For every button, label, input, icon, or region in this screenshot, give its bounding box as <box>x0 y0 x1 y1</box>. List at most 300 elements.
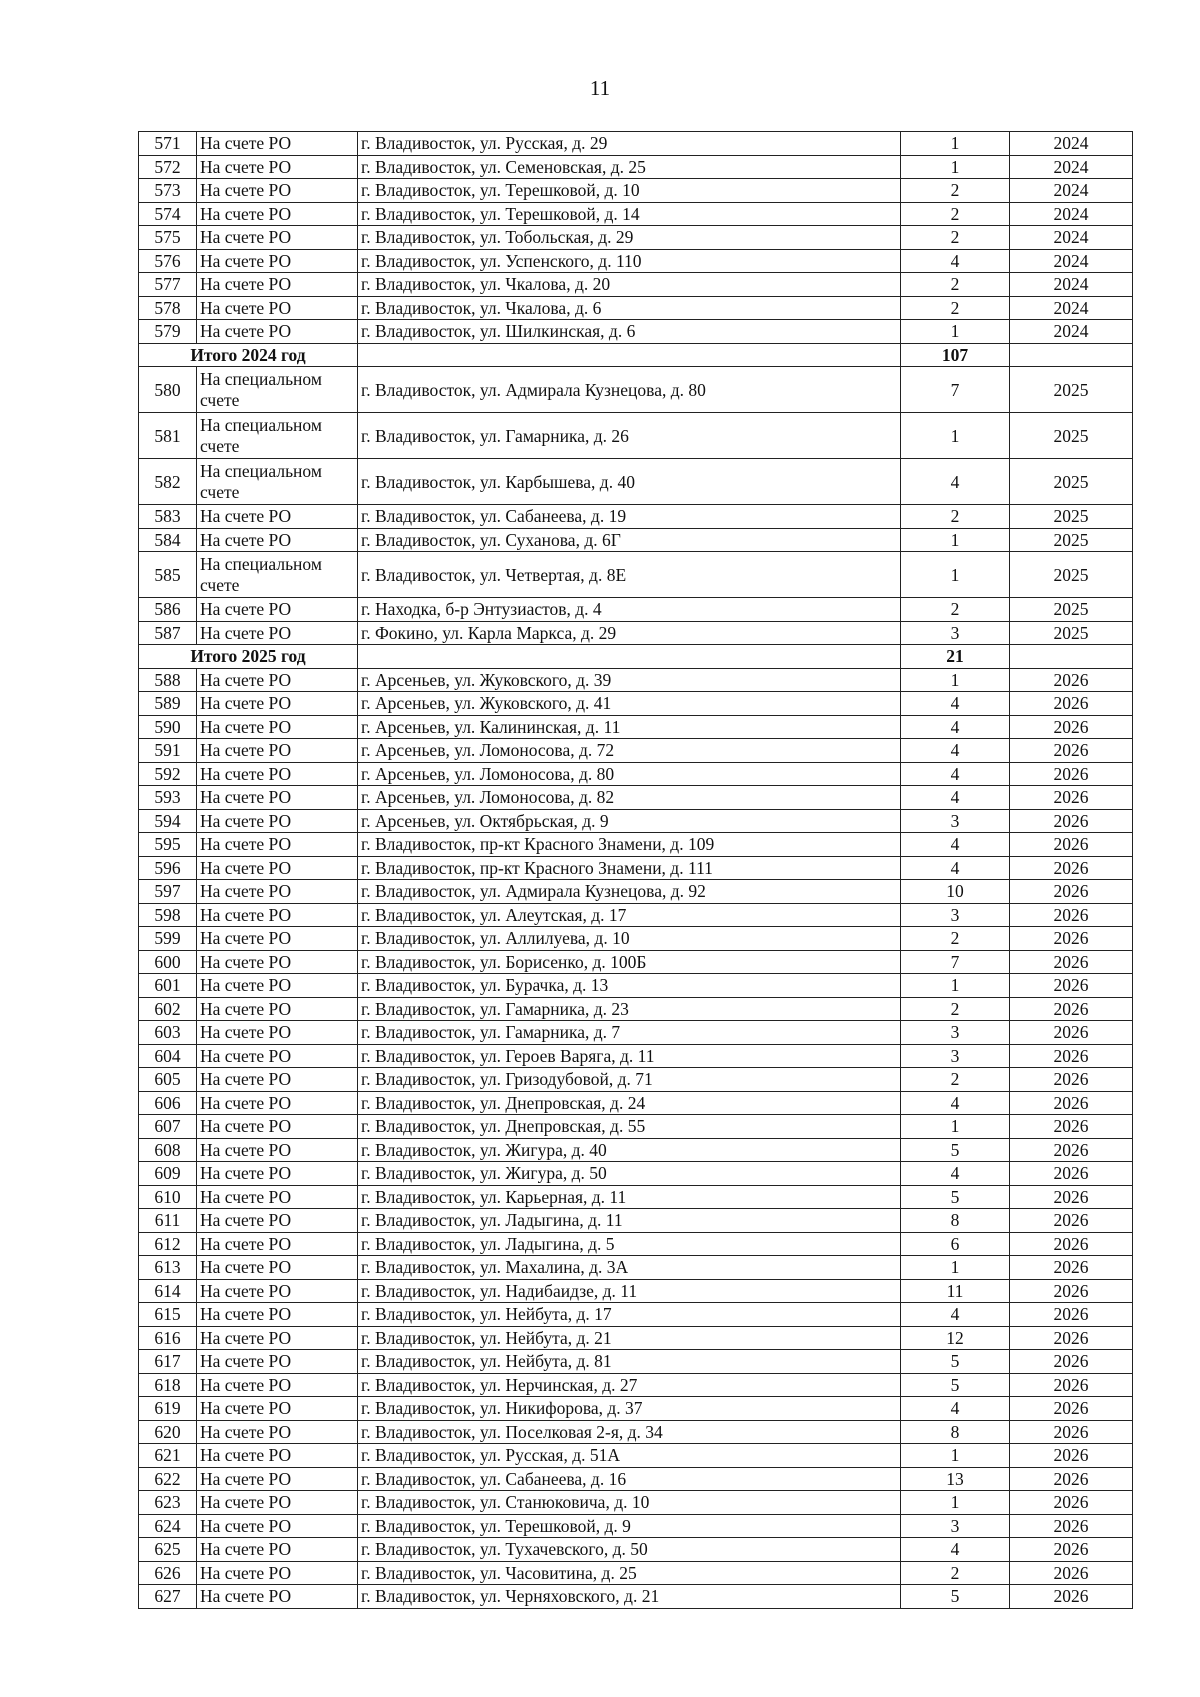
table-row <box>139 1585 1133 1609</box>
address: г. Владивосток, ул. Русская, д. 51А <box>358 1444 901 1468</box>
count: 4 <box>901 1091 1010 1115</box>
table-row <box>139 598 1133 622</box>
total-label: Итого 2024 год <box>139 343 358 367</box>
year: 2024 <box>1010 179 1133 203</box>
total-empty-cell <box>1010 645 1133 669</box>
count: 4 <box>901 459 1010 505</box>
address: г. Находка, б-р Энтузиастов, д. 4 <box>358 598 901 622</box>
account-type: На счете РО <box>197 1091 358 1115</box>
table-row <box>139 1185 1133 1209</box>
address: г. Арсеньев, ул. Ломоносова, д. 82 <box>358 786 901 810</box>
count: 4 <box>901 1538 1010 1562</box>
year: 2026 <box>1010 1444 1133 1468</box>
account-type: На счете РО <box>197 833 358 857</box>
account-type: На счете РО <box>197 1538 358 1562</box>
row-number: 572 <box>139 155 197 179</box>
account-type: На счете РО <box>197 1467 358 1491</box>
count: 4 <box>901 1162 1010 1186</box>
row-number: 610 <box>139 1185 197 1209</box>
account-type: На счете РО <box>197 226 358 250</box>
table-row <box>139 715 1133 739</box>
address: г. Владивосток, ул. Нейбута, д. 21 <box>358 1326 901 1350</box>
address: г. Владивосток, ул. Днепровская, д. 55 <box>358 1115 901 1139</box>
address: г. Владивосток, ул. Нерчинская, д. 27 <box>358 1373 901 1397</box>
account-type: На счете РО <box>197 1044 358 1068</box>
account-type: На счете РО <box>197 1561 358 1585</box>
row-number: 607 <box>139 1115 197 1139</box>
account-type: На счете РО <box>197 880 358 904</box>
row-number: 573 <box>139 179 197 203</box>
count: 6 <box>901 1232 1010 1256</box>
count: 5 <box>901 1350 1010 1374</box>
address: г. Владивосток, ул. Нейбута, д. 81 <box>358 1350 901 1374</box>
count: 4 <box>901 1303 1010 1327</box>
row-number: 621 <box>139 1444 197 1468</box>
year: 2024 <box>1010 226 1133 250</box>
year: 2026 <box>1010 833 1133 857</box>
count: 7 <box>901 367 1010 413</box>
account-type: На счете РО <box>197 1514 358 1538</box>
year: 2025 <box>1010 459 1133 505</box>
account-type: На счете РО <box>197 1162 358 1186</box>
row-number: 614 <box>139 1279 197 1303</box>
year: 2024 <box>1010 155 1133 179</box>
table-row <box>139 1279 1133 1303</box>
account-type: На счете РО <box>197 528 358 552</box>
count: 2 <box>901 202 1010 226</box>
table-row <box>139 1467 1133 1491</box>
address: г. Владивосток, ул. Чкалова, д. 6 <box>358 296 901 320</box>
count: 1 <box>901 974 1010 998</box>
table-row <box>139 528 1133 552</box>
year: 2026 <box>1010 1091 1133 1115</box>
table-row <box>139 621 1133 645</box>
row-number: 574 <box>139 202 197 226</box>
account-type: На счете РО <box>197 1068 358 1092</box>
address: г. Владивосток, ул. Нейбута, д. 17 <box>358 1303 901 1327</box>
table-row <box>139 786 1133 810</box>
table-row <box>139 1420 1133 1444</box>
address: г. Владивосток, ул. Тобольская, д. 29 <box>358 226 901 250</box>
table-row <box>139 1232 1133 1256</box>
address: г. Владивосток, ул. Черняховского, д. 21 <box>358 1585 901 1609</box>
row-number: 599 <box>139 927 197 951</box>
count: 4 <box>901 833 1010 857</box>
count: 10 <box>901 880 1010 904</box>
year: 2025 <box>1010 413 1133 459</box>
address: г. Владивосток, ул. Никифорова, д. 37 <box>358 1397 901 1421</box>
account-type: На счете РО <box>197 1326 358 1350</box>
address: г. Владивосток, пр-кт Красного Знамени, д. 109 <box>358 833 901 857</box>
year: 2026 <box>1010 1279 1133 1303</box>
table-row <box>139 1514 1133 1538</box>
row-number: 619 <box>139 1397 197 1421</box>
count: 8 <box>901 1420 1010 1444</box>
account-type: На счете РО <box>197 1209 358 1233</box>
account-type: На счете РО <box>197 1585 358 1609</box>
row-number: 582 <box>139 459 197 505</box>
count: 2 <box>901 273 1010 297</box>
account-type: На счете РО <box>197 786 358 810</box>
address: г. Владивосток, ул. Терешковой, д. 10 <box>358 179 901 203</box>
address: г. Владивосток, ул. Днепровская, д. 24 <box>358 1091 901 1115</box>
address: г. Владивосток, ул. Сабанеева, д. 19 <box>358 505 901 529</box>
count: 1 <box>901 528 1010 552</box>
account-type: На счете РО <box>197 715 358 739</box>
year: 2026 <box>1010 974 1133 998</box>
address: г. Владивосток, ул. Гризодубовой, д. 71 <box>358 1068 901 1092</box>
row-number: 627 <box>139 1585 197 1609</box>
table-row <box>139 1091 1133 1115</box>
year: 2026 <box>1010 1491 1133 1515</box>
row-number: 615 <box>139 1303 197 1327</box>
total-empty-cell <box>1010 343 1133 367</box>
year: 2026 <box>1010 1162 1133 1186</box>
account-type: На счете РО <box>197 202 358 226</box>
year: 2024 <box>1010 132 1133 156</box>
year: 2026 <box>1010 1185 1133 1209</box>
account-type: На специальном счете <box>197 413 358 459</box>
account-type: На счете РО <box>197 132 358 156</box>
account-type: На счете РО <box>197 598 358 622</box>
table-row <box>139 692 1133 716</box>
count: 2 <box>901 598 1010 622</box>
year: 2026 <box>1010 1232 1133 1256</box>
table-row <box>139 202 1133 226</box>
row-number: 613 <box>139 1256 197 1280</box>
account-type: На счете РО <box>197 1444 358 1468</box>
table-row <box>139 367 1133 413</box>
account-type: На счете РО <box>197 1397 358 1421</box>
count: 2 <box>901 927 1010 951</box>
account-type: На счете РО <box>197 1021 358 1045</box>
row-number: 600 <box>139 950 197 974</box>
row-number: 612 <box>139 1232 197 1256</box>
table-row <box>139 296 1133 320</box>
table-row <box>139 1444 1133 1468</box>
account-type: На счете РО <box>197 1491 358 1515</box>
address: г. Арсеньев, ул. Ломоносова, д. 80 <box>358 762 901 786</box>
row-number: 587 <box>139 621 197 645</box>
row-number: 571 <box>139 132 197 156</box>
row-number: 580 <box>139 367 197 413</box>
row-number: 597 <box>139 880 197 904</box>
account-type: На счете РО <box>197 296 358 320</box>
count: 5 <box>901 1585 1010 1609</box>
address: г. Владивосток, пр-кт Красного Знамени, д. 111 <box>358 856 901 880</box>
count: 2 <box>901 179 1010 203</box>
year: 2026 <box>1010 1068 1133 1092</box>
account-type: На счете РО <box>197 1138 358 1162</box>
row-number: 605 <box>139 1068 197 1092</box>
year: 2026 <box>1010 1138 1133 1162</box>
year: 2025 <box>1010 621 1133 645</box>
count: 4 <box>901 692 1010 716</box>
table-row <box>139 1303 1133 1327</box>
row-number: 596 <box>139 856 197 880</box>
count: 4 <box>901 715 1010 739</box>
total-empty-cell <box>358 645 901 669</box>
row-number: 617 <box>139 1350 197 1374</box>
table-row <box>139 1538 1133 1562</box>
address: г. Владивосток, ул. Жигура, д. 50 <box>358 1162 901 1186</box>
count: 3 <box>901 1514 1010 1538</box>
table-row <box>139 668 1133 692</box>
row-number: 604 <box>139 1044 197 1068</box>
year: 2026 <box>1010 1397 1133 1421</box>
row-number: 584 <box>139 528 197 552</box>
year: 2025 <box>1010 367 1133 413</box>
total-count: 21 <box>901 645 1010 669</box>
count: 5 <box>901 1185 1010 1209</box>
address: г. Владивосток, ул. Успенского, д. 110 <box>358 249 901 273</box>
total-empty-cell <box>358 343 901 367</box>
address: г. Владивосток, ул. Героев Варяга, д. 11 <box>358 1044 901 1068</box>
address: г. Фокино, ул. Карла Маркса, д. 29 <box>358 621 901 645</box>
year: 2026 <box>1010 692 1133 716</box>
address: г. Владивосток, ул. Станюковича, д. 10 <box>358 1491 901 1515</box>
account-type: На счете РО <box>197 1185 358 1209</box>
row-number: 586 <box>139 598 197 622</box>
row-number: 625 <box>139 1538 197 1562</box>
account-type: На счете РО <box>197 927 358 951</box>
total-count: 107 <box>901 343 1010 367</box>
count: 2 <box>901 997 1010 1021</box>
account-type: На счете РО <box>197 1232 358 1256</box>
address: г. Арсеньев, ул. Ломоносова, д. 72 <box>358 739 901 763</box>
row-number: 589 <box>139 692 197 716</box>
count: 1 <box>901 1444 1010 1468</box>
table-row <box>139 1115 1133 1139</box>
account-type: На счете РО <box>197 155 358 179</box>
year: 2024 <box>1010 320 1133 344</box>
table-row <box>139 1138 1133 1162</box>
year: 2024 <box>1010 202 1133 226</box>
account-type: На счете РО <box>197 668 358 692</box>
address: г. Владивосток, ул. Суханова, д. 6Г <box>358 528 901 552</box>
account-type: На счете РО <box>197 320 358 344</box>
address: г. Владивосток, ул. Четвертая, д. 8Е <box>358 552 901 598</box>
year: 2024 <box>1010 296 1133 320</box>
account-type: На счете РО <box>197 1256 358 1280</box>
count: 4 <box>901 786 1010 810</box>
address: г. Владивосток, ул. Ладыгина, д. 5 <box>358 1232 901 1256</box>
table-row <box>139 179 1133 203</box>
row-number: 624 <box>139 1514 197 1538</box>
count: 1 <box>901 668 1010 692</box>
table-row <box>139 132 1133 156</box>
address: г. Владивосток, ул. Бурачка, д. 13 <box>358 974 901 998</box>
year: 2026 <box>1010 668 1133 692</box>
row-number: 623 <box>139 1491 197 1515</box>
objects-table <box>138 131 1133 1609</box>
count: 4 <box>901 856 1010 880</box>
count: 4 <box>901 1397 1010 1421</box>
row-number: 626 <box>139 1561 197 1585</box>
table-row <box>139 739 1133 763</box>
count: 1 <box>901 320 1010 344</box>
account-type: На счете РО <box>197 974 358 998</box>
address: г. Владивосток, ул. Гамарника, д. 26 <box>358 413 901 459</box>
row-number: 608 <box>139 1138 197 1162</box>
year-total-row <box>139 343 1133 367</box>
account-type: На счете РО <box>197 950 358 974</box>
address: г. Владивосток, ул. Семеновская, д. 25 <box>358 155 901 179</box>
table-row <box>139 413 1133 459</box>
address: г. Владивосток, ул. Адмирала Кузнецова, д. 92 <box>358 880 901 904</box>
table-row <box>139 1021 1133 1045</box>
year: 2026 <box>1010 880 1133 904</box>
count: 3 <box>901 621 1010 645</box>
year: 2026 <box>1010 856 1133 880</box>
year: 2026 <box>1010 927 1133 951</box>
account-type: На счете РО <box>197 1115 358 1139</box>
count: 2 <box>901 296 1010 320</box>
year: 2026 <box>1010 1373 1133 1397</box>
count: 5 <box>901 1373 1010 1397</box>
row-number: 611 <box>139 1209 197 1233</box>
account-type: На специальном счете <box>197 459 358 505</box>
table-row <box>139 1068 1133 1092</box>
year: 2026 <box>1010 1303 1133 1327</box>
page-number: 11 <box>589 76 611 100</box>
address: г. Владивосток, ул. Сабанеева, д. 16 <box>358 1467 901 1491</box>
table-row <box>139 1373 1133 1397</box>
year: 2025 <box>1010 528 1133 552</box>
table-row <box>139 809 1133 833</box>
row-number: 595 <box>139 833 197 857</box>
account-type: На счете РО <box>197 692 358 716</box>
year: 2026 <box>1010 1514 1133 1538</box>
row-number: 601 <box>139 974 197 998</box>
total-label: Итого 2025 год <box>139 645 358 669</box>
account-type: На счете РО <box>197 1420 358 1444</box>
count: 3 <box>901 1044 1010 1068</box>
account-type: На счете РО <box>197 505 358 529</box>
table-row <box>139 226 1133 250</box>
account-type: На счете РО <box>197 1350 358 1374</box>
address: г. Владивосток, ул. Гамарника, д. 7 <box>358 1021 901 1045</box>
table-row <box>139 1397 1133 1421</box>
year: 2024 <box>1010 249 1133 273</box>
row-number: 585 <box>139 552 197 598</box>
address: г. Владивосток, ул. Гамарника, д. 23 <box>358 997 901 1021</box>
year: 2026 <box>1010 809 1133 833</box>
row-number: 579 <box>139 320 197 344</box>
address: г. Арсеньев, ул. Калининская, д. 11 <box>358 715 901 739</box>
address: г. Арсеньев, ул. Жуковского, д. 41 <box>358 692 901 716</box>
table-row <box>139 903 1133 927</box>
row-number: 606 <box>139 1091 197 1115</box>
year: 2026 <box>1010 1420 1133 1444</box>
year: 2026 <box>1010 997 1133 1021</box>
year: 2026 <box>1010 1467 1133 1491</box>
table-row <box>139 459 1133 505</box>
table-row <box>139 1209 1133 1233</box>
account-type: На счете РО <box>197 179 358 203</box>
year: 2026 <box>1010 950 1133 974</box>
table-row <box>139 320 1133 344</box>
row-number: 592 <box>139 762 197 786</box>
address: г. Арсеньев, ул. Жуковского, д. 39 <box>358 668 901 692</box>
account-type: На счете РО <box>197 809 358 833</box>
year: 2025 <box>1010 505 1133 529</box>
count: 2 <box>901 226 1010 250</box>
address: г. Владивосток, ул. Терешковой, д. 14 <box>358 202 901 226</box>
year: 2024 <box>1010 273 1133 297</box>
address: г. Владивосток, ул. Надибаидзе, д. 11 <box>358 1279 901 1303</box>
table-row <box>139 880 1133 904</box>
table-row <box>139 927 1133 951</box>
row-number: 618 <box>139 1373 197 1397</box>
account-type: На специальном счете <box>197 367 358 413</box>
count: 2 <box>901 1561 1010 1585</box>
table-row <box>139 249 1133 273</box>
count: 13 <box>901 1467 1010 1491</box>
count: 5 <box>901 1138 1010 1162</box>
count: 7 <box>901 950 1010 974</box>
count: 3 <box>901 1021 1010 1045</box>
row-number: 577 <box>139 273 197 297</box>
address: г. Владивосток, ул. Чкалова, д. 20 <box>358 273 901 297</box>
row-number: 609 <box>139 1162 197 1186</box>
address: г. Владивосток, ул. Карбышева, д. 40 <box>358 459 901 505</box>
year: 2026 <box>1010 1021 1133 1045</box>
count: 2 <box>901 505 1010 529</box>
year: 2026 <box>1010 1209 1133 1233</box>
count: 4 <box>901 249 1010 273</box>
row-number: 620 <box>139 1420 197 1444</box>
address: г. Владивосток, ул. Аллилуева, д. 10 <box>358 927 901 951</box>
year: 2026 <box>1010 1326 1133 1350</box>
year: 2025 <box>1010 598 1133 622</box>
table-row <box>139 552 1133 598</box>
table-row <box>139 1350 1133 1374</box>
year: 2026 <box>1010 715 1133 739</box>
row-number: 590 <box>139 715 197 739</box>
address: г. Владивосток, ул. Карьерная, д. 11 <box>358 1185 901 1209</box>
address: г. Владивосток, ул. Шилкинская, д. 6 <box>358 320 901 344</box>
account-type: На счете РО <box>197 273 358 297</box>
count: 1 <box>901 552 1010 598</box>
count: 2 <box>901 1068 1010 1092</box>
table-row <box>139 856 1133 880</box>
year: 2026 <box>1010 786 1133 810</box>
table-row <box>139 1326 1133 1350</box>
account-type: На счете РО <box>197 739 358 763</box>
row-number: 622 <box>139 1467 197 1491</box>
row-number: 591 <box>139 739 197 763</box>
year: 2026 <box>1010 739 1133 763</box>
account-type: На счете РО <box>197 903 358 927</box>
count: 8 <box>901 1209 1010 1233</box>
year: 2026 <box>1010 1256 1133 1280</box>
address: г. Владивосток, ул. Жигура, д. 40 <box>358 1138 901 1162</box>
count: 3 <box>901 809 1010 833</box>
year: 2026 <box>1010 1044 1133 1068</box>
account-type: На счете РО <box>197 249 358 273</box>
row-number: 616 <box>139 1326 197 1350</box>
count: 1 <box>901 155 1010 179</box>
address: г. Владивосток, ул. Русская, д. 29 <box>358 132 901 156</box>
account-type: На счете РО <box>197 762 358 786</box>
account-type: На счете РО <box>197 1303 358 1327</box>
table-row <box>139 997 1133 1021</box>
address: г. Владивосток, ул. Тухачевского, д. 50 <box>358 1538 901 1562</box>
row-number: 581 <box>139 413 197 459</box>
address: г. Владивосток, ул. Махалина, д. 3А <box>358 1256 901 1280</box>
year: 2026 <box>1010 1585 1133 1609</box>
